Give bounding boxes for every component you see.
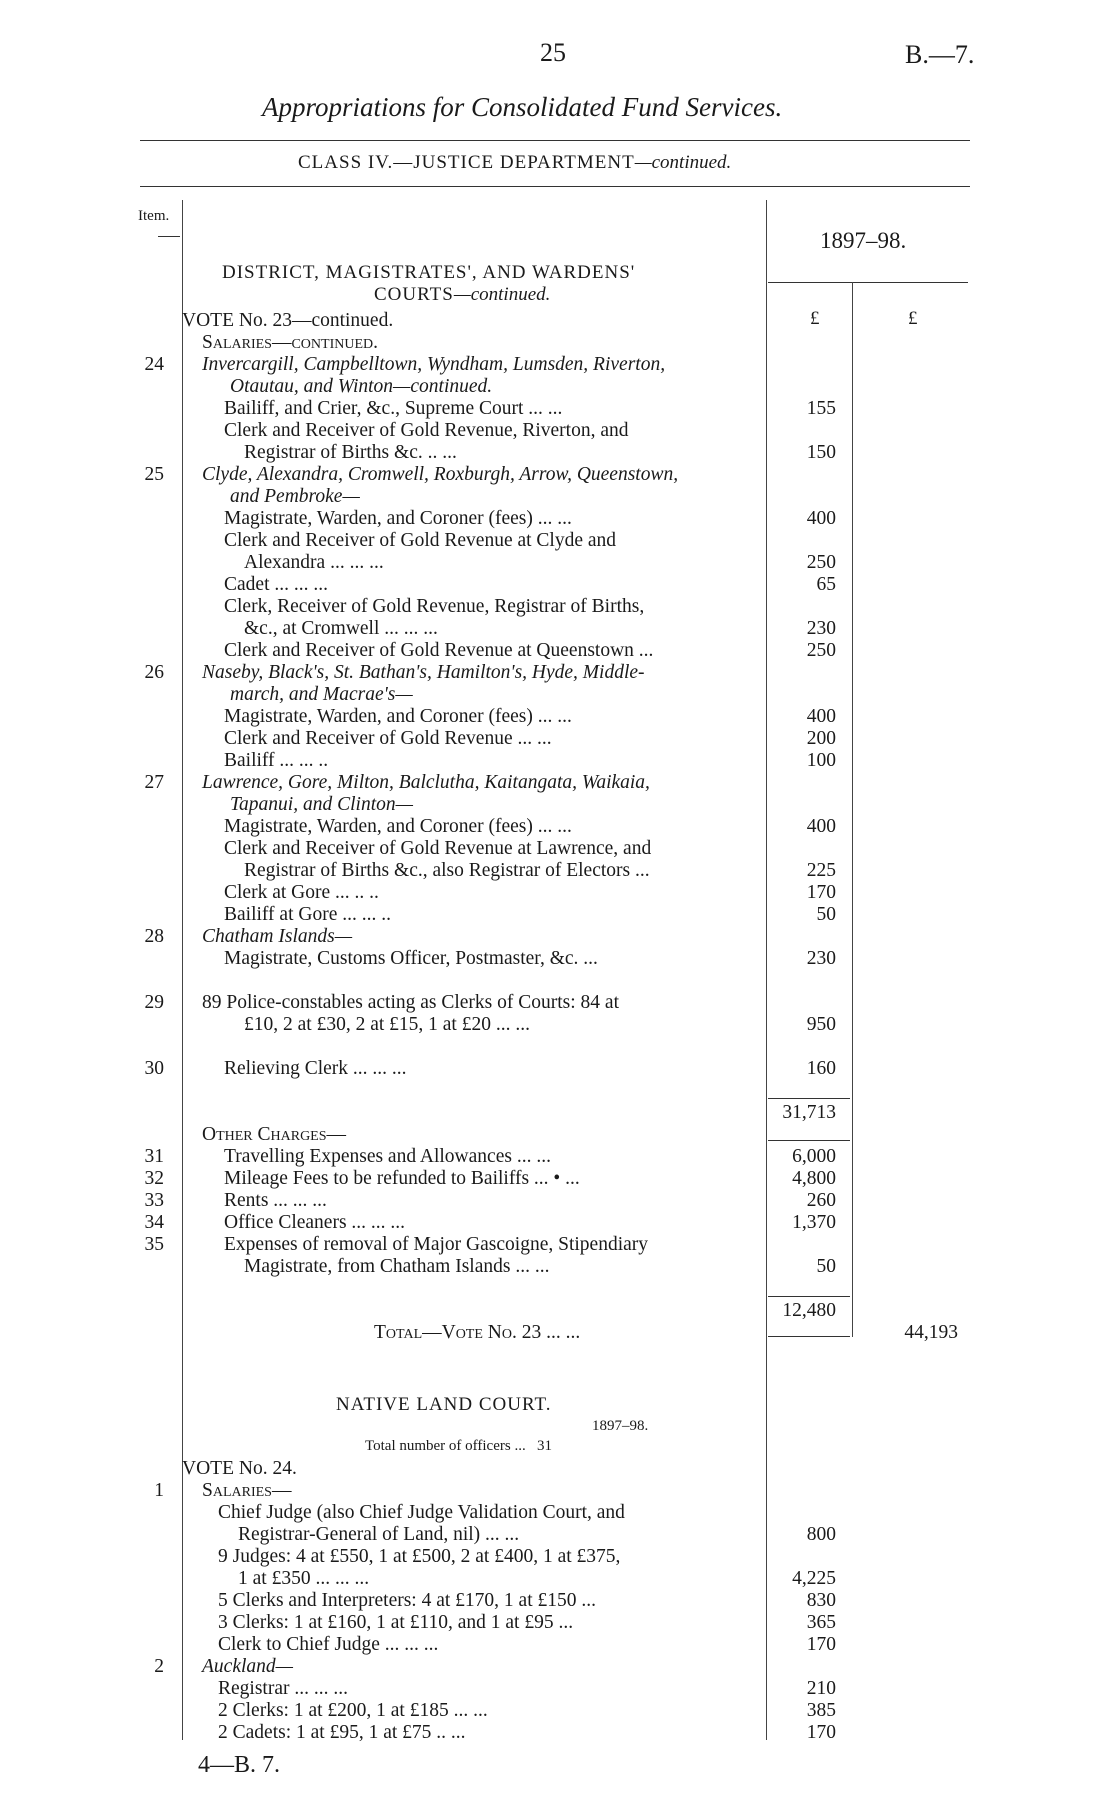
page-number: 25 [540, 38, 566, 67]
table-row [0, 1234, 1114, 1256]
row-amount: 400 [806, 508, 836, 529]
class-heading [298, 152, 731, 174]
row-amount: 800 [806, 1524, 836, 1545]
item-number: 25 [144, 464, 164, 485]
row-description: 2 Cadets: 1 at £95, 1 at £75 .. ... [218, 1722, 466, 1743]
row-amount: 170 [806, 1634, 836, 1655]
row-description: Salaries—continued. [202, 332, 378, 353]
table-row [0, 596, 1114, 618]
row-description: 2 Clerks: 1 at £200, 1 at £185 ... ... [218, 1700, 488, 1721]
row-description: Travelling Expenses and Allowances ... ... [224, 1146, 551, 1167]
item-number: 2 [154, 1656, 164, 1677]
row-amount: 160 [806, 1058, 836, 1079]
table-row [0, 794, 1114, 816]
row-description: Clyde, Alexandra, Cromwell, Roxburgh, Arrow, Queenstown, [202, 464, 679, 485]
table-row [0, 926, 1114, 948]
table-row [0, 772, 1114, 794]
item-number: 26 [144, 662, 164, 683]
table-row [0, 420, 1114, 442]
table-row [0, 1256, 1114, 1278]
currency-symbol-col2: £ [908, 308, 918, 329]
table-row [0, 1502, 1114, 1524]
currency-symbol-col1: £ [810, 308, 820, 329]
row-amount: 31,713 [782, 1102, 836, 1123]
officers-count [365, 1438, 552, 1455]
row-description: Clerk, Receiver of Gold Revenue, Registrar of Births, [224, 596, 645, 617]
table-row [0, 838, 1114, 860]
table-row [0, 1722, 1114, 1744]
table-row [0, 1322, 1114, 1344]
table-row [0, 1568, 1114, 1590]
page-signature: 4—B. 7. [198, 1752, 281, 1778]
row-amount: 230 [806, 618, 836, 639]
row-description: Registrar of Births &c., also Registrar of Electors ... [244, 860, 650, 881]
item-number: 31 [144, 1146, 164, 1167]
table-row [0, 1524, 1114, 1546]
row-description: Registrar ... ... ... [218, 1678, 348, 1699]
section-title-courts: COURTS [374, 284, 454, 305]
row-description: Other Charges— [202, 1124, 347, 1145]
row-description: Bailiff ... ... .. [224, 750, 329, 771]
table-row [0, 1014, 1114, 1036]
table-row [0, 1612, 1114, 1634]
table-row [0, 1124, 1114, 1146]
officers-label: Total number of officers ... [365, 1438, 526, 1454]
subtotal-rule-other-under [768, 1336, 850, 1337]
table-row [0, 904, 1114, 926]
row-amount: 50 [816, 904, 836, 925]
table-row [0, 508, 1114, 530]
item-number: 33 [144, 1190, 164, 1211]
row-amount: 100 [806, 750, 836, 771]
table-row [0, 618, 1114, 640]
row-description: Office Cleaners ... ... ... [224, 1212, 406, 1233]
table-row [0, 1656, 1114, 1678]
table-row [0, 574, 1114, 596]
row-description: Bailiff, and Crier, &c., Supreme Court ... ... [224, 398, 563, 419]
table-row [0, 1700, 1114, 1722]
table-row [0, 750, 1114, 772]
item-number: 24 [144, 354, 164, 375]
row-description: Clerk at Gore ... .. .. [224, 882, 379, 903]
row-amount: 65 [816, 574, 836, 595]
row-description: Magistrate, Customs Officer, Postmaster, &c. ... [224, 948, 598, 969]
row-description: and Pembroke— [230, 486, 360, 507]
table-row [0, 1058, 1114, 1080]
row-amount: 4,225 [792, 1568, 836, 1589]
row-description: &c., at Cromwell ... ... ... [244, 618, 438, 639]
table-row [0, 398, 1114, 420]
title-rule [140, 140, 970, 141]
item-column-header: Item. [138, 208, 170, 224]
row-description: Cadet ... ... ... [224, 574, 328, 595]
row-amount: 170 [806, 882, 836, 903]
row-description: VOTE No. 24. [182, 1458, 297, 1479]
officers-year: 1897–98. [592, 1418, 649, 1434]
row-description: VOTE No. 23—continued. [182, 310, 394, 331]
item-number: 30 [144, 1058, 164, 1079]
row-description: Registrar of Births &c. .. ... [244, 442, 457, 463]
row-description: Mileage Fees to be refunded to Bailiffs ... • ... [224, 1168, 580, 1189]
subtotal-rule-salaries [768, 1098, 850, 1099]
row-description: 5 Clerks and Interpreters: 4 at £170, 1 at £150 ... [218, 1590, 596, 1611]
row-description: Clerk and Receiver of Gold Revenue at Clyde and [224, 530, 617, 551]
row-description: march, and Macrae's— [230, 684, 413, 705]
section-title-suffix: —continued. [453, 284, 551, 305]
table-row [0, 992, 1114, 1014]
row-description: Chatham Islands— [202, 926, 353, 947]
item-number: 28 [144, 926, 164, 947]
table-row [0, 332, 1114, 354]
row-description: Rents ... ... ... [224, 1190, 327, 1211]
table-row [0, 1146, 1114, 1168]
year-header-rule [768, 282, 968, 283]
table-row [0, 1102, 1114, 1124]
table-row [0, 1458, 1114, 1480]
class-heading-suffix: —continued. [634, 152, 732, 173]
item-number: 35 [144, 1234, 164, 1255]
table-row [0, 442, 1114, 464]
page-title: Appropriations for Consolidated Fund Services. [262, 92, 783, 122]
row-description: Magistrate, from Chatham Islands ... ... [244, 1256, 550, 1277]
item-number: 34 [144, 1212, 164, 1233]
table-row [0, 376, 1114, 398]
table-row [0, 552, 1114, 574]
item-number: 1 [154, 1480, 164, 1501]
row-description: Tapanui, and Clinton— [230, 794, 413, 815]
row-amount: 155 [806, 398, 836, 419]
row-description: Relieving Clerk ... ... ... [224, 1058, 407, 1079]
row-description: Chief Judge (also Chief Judge Validation Court, and [218, 1502, 625, 1523]
table-row [0, 816, 1114, 838]
item-number: 27 [144, 772, 164, 793]
row-total: 44,193 [904, 1322, 958, 1343]
row-amount: 830 [806, 1590, 836, 1611]
table-row [0, 1480, 1114, 1502]
section-title-district-courts: DISTRICT, MAGISTRATES', AND WARDENS' [222, 262, 636, 283]
row-description: Magistrate, Warden, and Coroner (fees) ... ... [224, 508, 572, 529]
subtotal-rule-other [768, 1296, 850, 1297]
year-column-header: 1897–98. [820, 228, 907, 253]
row-description: Registrar-General of Land, nil) ... ... [238, 1524, 520, 1545]
item-header-rule [158, 236, 180, 237]
row-amount: 260 [806, 1190, 836, 1211]
row-amount: 200 [806, 728, 836, 749]
row-description: Clerk and Receiver of Gold Revenue at Queenstown ... [224, 640, 654, 661]
row-description: Total—Vote No. 23 ... ... [374, 1322, 581, 1343]
row-amount: 400 [806, 706, 836, 727]
officers-number: 31 [536, 1438, 552, 1454]
table-row [0, 640, 1114, 662]
row-amount: 50 [816, 1256, 836, 1277]
row-amount: 230 [806, 948, 836, 969]
header-rule [140, 186, 970, 187]
table-row [0, 486, 1114, 508]
document-reference: B.—7. [905, 40, 975, 69]
row-description: Otautau, and Winton—continued. [230, 376, 493, 397]
row-amount: 250 [806, 640, 836, 661]
row-description: Expenses of removal of Major Gascoigne, Stipendiary [224, 1234, 649, 1255]
row-amount: 170 [806, 1722, 836, 1743]
row-description: Clerk and Receiver of Gold Revenue, Riverton, and [224, 420, 629, 441]
item-number: 29 [144, 992, 164, 1013]
row-description: Magistrate, Warden, and Coroner (fees) ... ... [224, 816, 572, 837]
row-description: £10, 2 at £30, 2 at £15, 1 at £20 ... ... [244, 1014, 530, 1035]
table-row [0, 728, 1114, 750]
section-title-district-courts-line2 [374, 284, 550, 306]
row-description: Salaries— [202, 1480, 292, 1501]
row-amount: 400 [806, 816, 836, 837]
row-description: 9 Judges: 4 at £550, 1 at £500, 2 at £400, 1 at £375, [218, 1546, 621, 1567]
row-amount: 210 [806, 1678, 836, 1699]
table-row [0, 530, 1114, 552]
row-description: 1 at £350 ... ... ... [238, 1568, 370, 1589]
row-description: Invercargill, Campbelltown, Wyndham, Lumsden, Riverton, [202, 354, 666, 375]
row-amount: 385 [806, 1700, 836, 1721]
table-row [0, 1300, 1114, 1322]
table-row [0, 1212, 1114, 1234]
row-description: Clerk and Receiver of Gold Revenue at Lawrence, and [224, 838, 652, 859]
row-description: Lawrence, Gore, Milton, Balclutha, Kaitangata, Waikaia, [202, 772, 650, 793]
row-description: Bailiff at Gore ... ... .. [224, 904, 391, 925]
row-description: Alexandra ... ... ... [244, 552, 384, 573]
row-amount: 950 [806, 1014, 836, 1035]
table-row [0, 882, 1114, 904]
subtotal-rule-salaries-under [768, 1140, 850, 1141]
row-amount: 365 [806, 1612, 836, 1633]
table-row [0, 1590, 1114, 1612]
table-row [0, 684, 1114, 706]
row-description: 3 Clerks: 1 at £160, 1 at £110, and 1 at £95 ... [218, 1612, 574, 1633]
section-title-native-land-court: NATIVE LAND COURT. [336, 1394, 552, 1415]
row-amount: 225 [806, 860, 836, 881]
row-amount: 250 [806, 552, 836, 573]
item-number: 32 [144, 1168, 164, 1189]
row-amount: 1,370 [792, 1212, 836, 1233]
row-description: Auckland— [202, 1656, 293, 1677]
row-description: Naseby, Black's, St. Bathan's, Hamilton's, Hyde, Middle- [202, 662, 645, 683]
table-row [0, 1634, 1114, 1656]
row-amount: 12,480 [782, 1300, 836, 1321]
table-row [0, 860, 1114, 882]
class-heading-text: CLASS IV.—JUSTICE DEPARTMENT [298, 152, 635, 173]
table-row [0, 1678, 1114, 1700]
row-amount: 6,000 [792, 1146, 836, 1167]
table-row [0, 706, 1114, 728]
table-row [0, 662, 1114, 684]
table-row [0, 310, 1114, 332]
table-row [0, 354, 1114, 376]
row-amount: 4,800 [792, 1168, 836, 1189]
row-description: 89 Police-constables acting as Clerks of Courts: 84 at [202, 992, 620, 1013]
table-row [0, 1546, 1114, 1568]
row-description: Clerk to Chief Judge ... ... ... [218, 1634, 439, 1655]
table-row [0, 1168, 1114, 1190]
table-row [0, 464, 1114, 486]
row-description: Clerk and Receiver of Gold Revenue ... ... [224, 728, 552, 749]
row-description: Magistrate, Warden, and Coroner (fees) ... ... [224, 706, 572, 727]
row-amount: 150 [806, 442, 836, 463]
table-row [0, 1190, 1114, 1212]
table-row [0, 948, 1114, 970]
